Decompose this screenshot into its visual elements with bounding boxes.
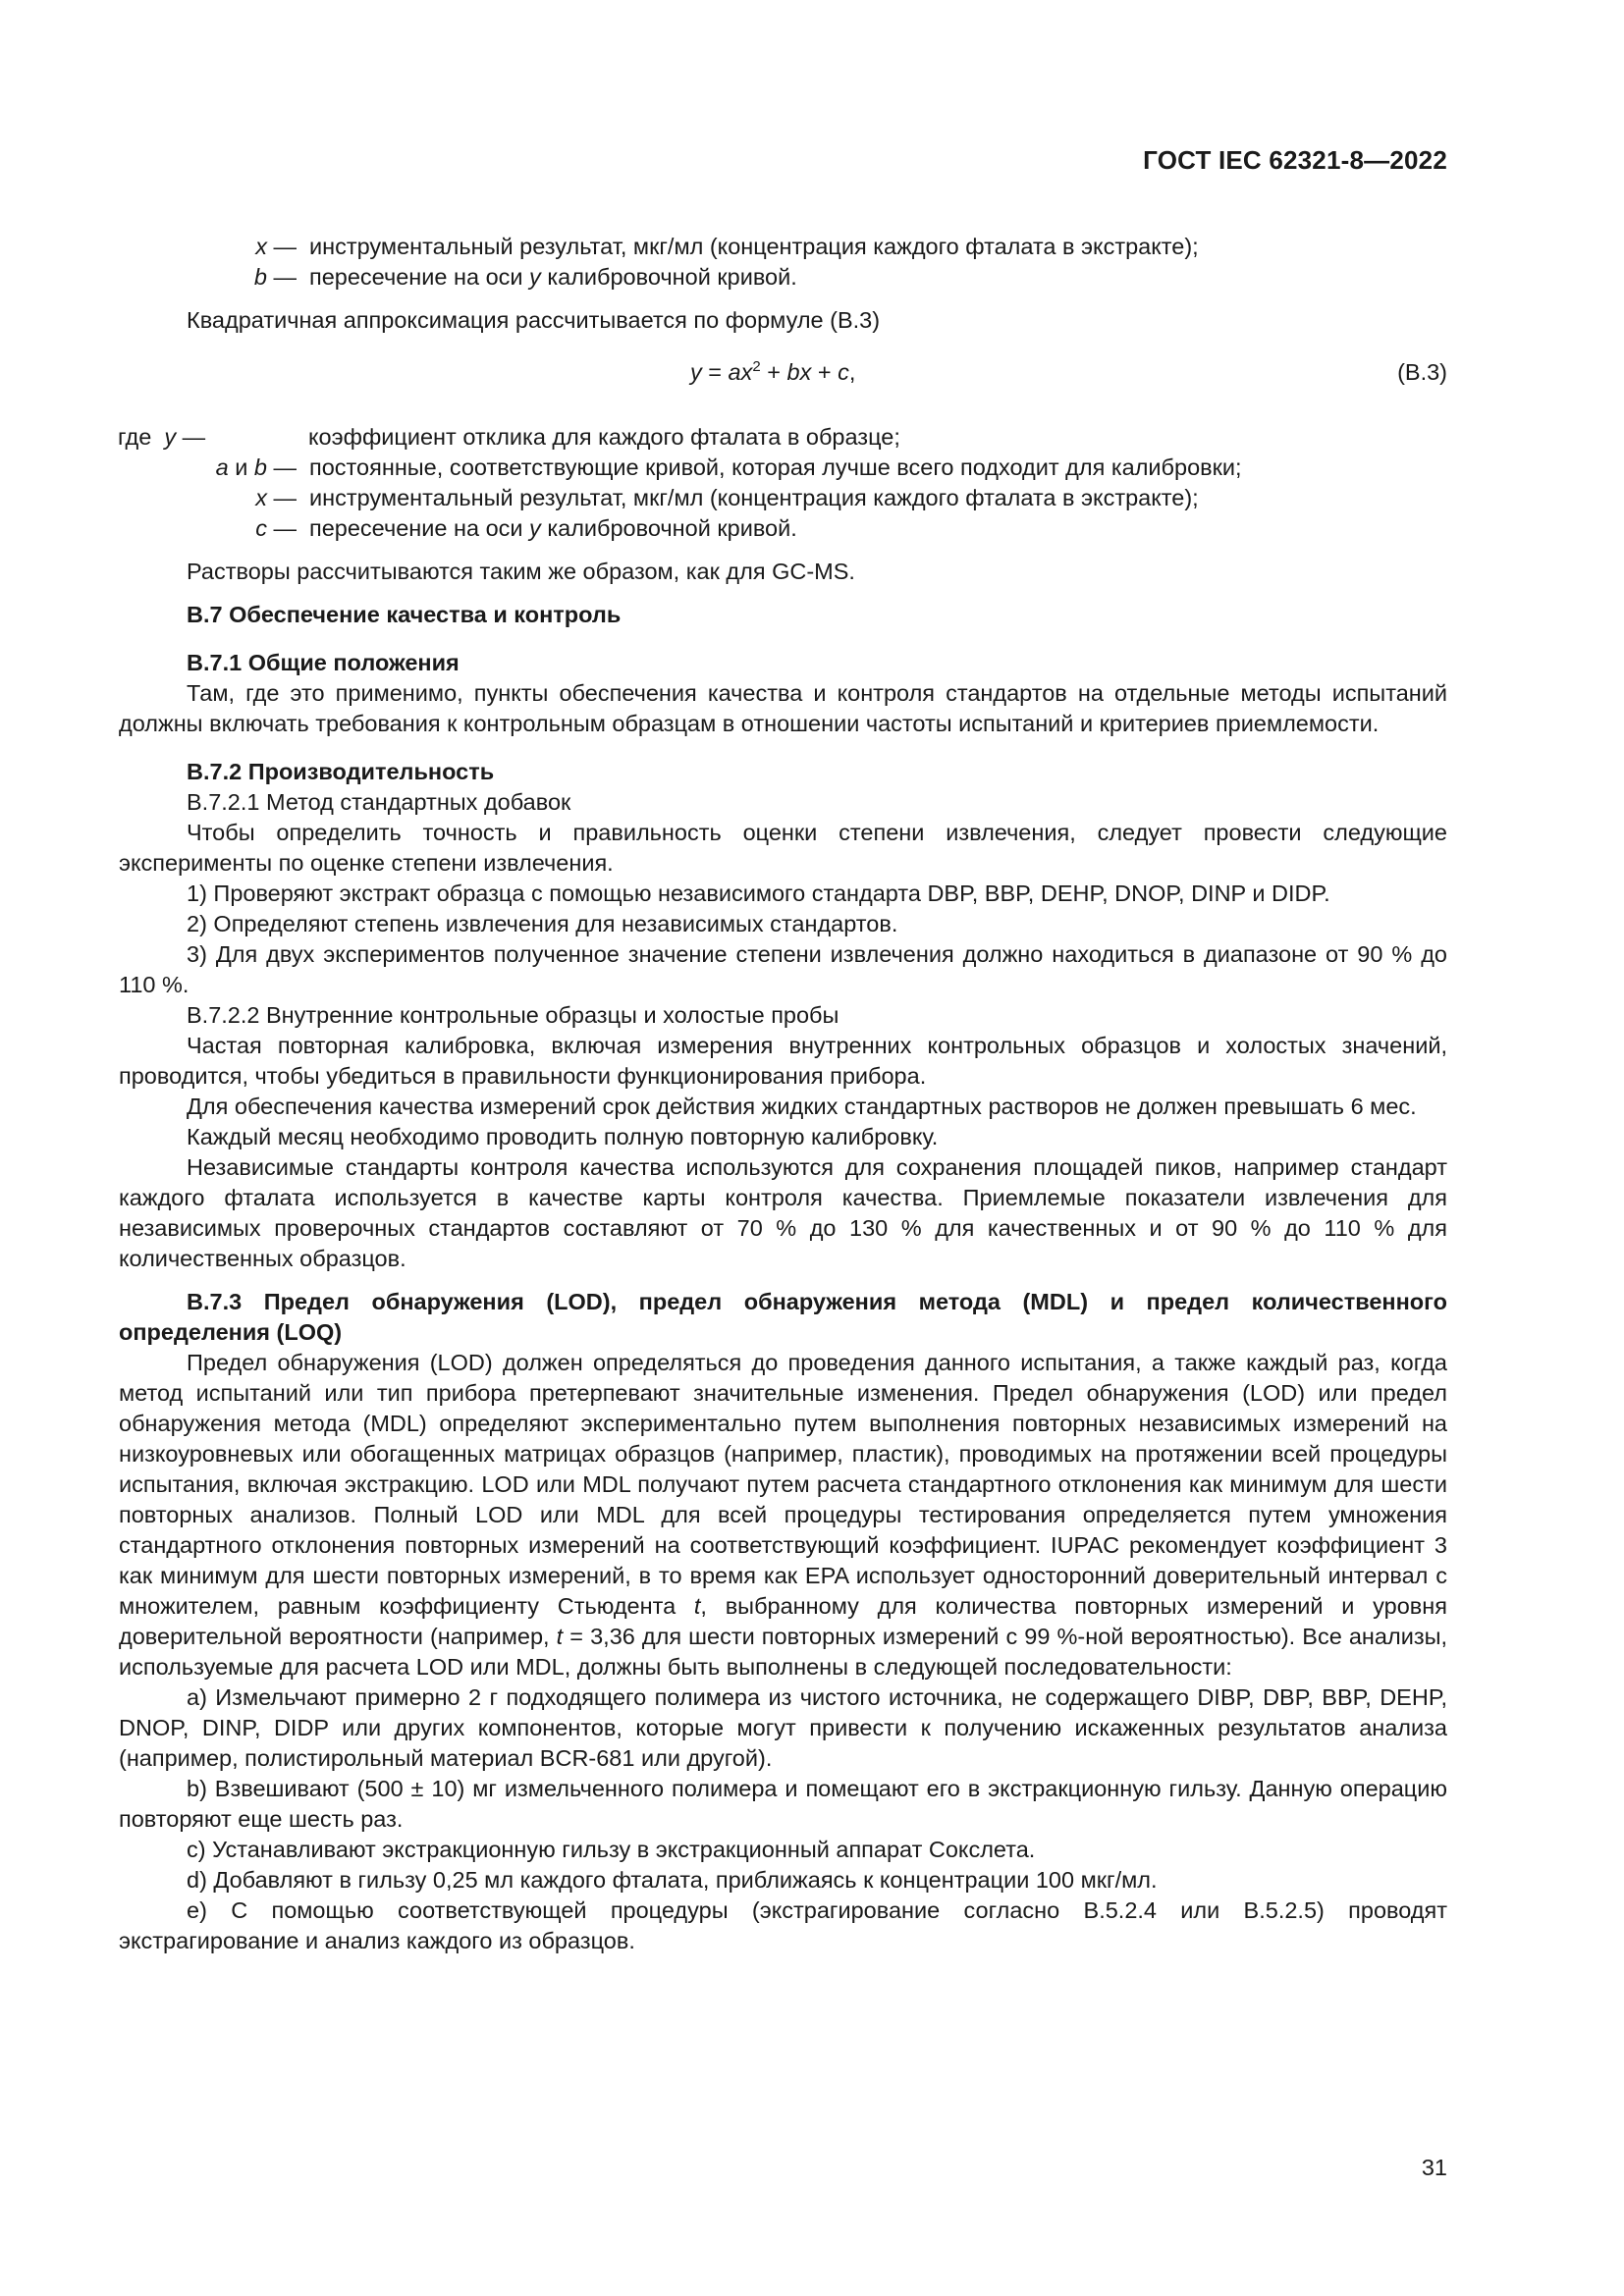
page-content (119, 232, 1447, 1956)
list-item: 2) Определяют степень извлечения для независимых стандартов. (187, 911, 898, 936)
definition-row (119, 232, 1447, 262)
paragraph: Каждый месяц необходимо проводить полную повторную калибровку. (187, 1124, 939, 1149)
list-item: a) Измельчают примерно 2 г подходящего полимера из чистого источника, не содержащего DIBP, DBP, BBP, DEHP, DNOP, DINP, DIDP или других компонентов, которые могут привести к получению искаженных результатов анализа (например, полистирольный материал BCR-681 или другой). (119, 1684, 1447, 1771)
paragraph: Предел обнаружения (LOD) должен определяться до проведения данного испытания, а также каждый раз, когда метод испытаний или тип прибора претерпевают значительные изменения. Предел обнаружения (LOD) или предел обнаружения метода (MDL) определяют экспериментально путем выполнения повторных независимых измерений на низкоуровневых или обогащенных матрицах образцов (например, пластик), проводимых на протяжении всей процедуры испытания, включая экстракцию. LOD или MDL получают путем расчета стандартного отклонения как минимум для шести повторных анализов. Полный LOD или MDL для всей процедуры тестирования определяется путем умножения стандартного отклонения повторных измерений на соответствующий коэффициент. IUPAC рекомендует коэффициент 3 как минимум для шести повторных измерений, в то время как EPA использует односторонний доверительный интервал с множителем, равным коэффициенту Стьюдента t, выбранному для количества повторных измерений и уровня доверительной вероятности (например, t = 3,36 для шести повторных измерений с 99 %-ной вероятностью). Все анализы, используемые для расчета LOD или MDL, должны быть выполнены в следующей последовательности: (119, 1350, 1448, 1680)
definition-row (119, 513, 1447, 544)
paragraph-solutions: Растворы рассчитываются таким же образом, как для GC-MS. (187, 559, 855, 584)
definition-symbol: x — (255, 234, 297, 259)
definition-text: постоянные, соответствующие кривой, которая лучше всего подходит для калибровки; (309, 454, 1242, 480)
formula-b3 (119, 357, 1447, 388)
subsection-heading-b721: B.7.2.1 Метод стандартных добавок (187, 789, 571, 815)
definition-text: пересечение на оси y калибровочной кривой. (309, 515, 797, 541)
formula-expression: $y = ax^2$ + bx + c, (690, 358, 856, 385)
section-heading-b71: B.7.1 Общие положения (187, 650, 460, 675)
definition-text: коэффициент отклика для каждого фталата в образце; (308, 424, 900, 450)
definition-row (119, 262, 1447, 293)
definition-text: инструментальный результат, мкг/мл (концентрация каждого фталата в экстракте); (309, 234, 1199, 259)
definition-symbol: где y — (118, 424, 206, 450)
definition-row (119, 483, 1447, 513)
document-code-header: ГОСТ IEC 62321-8—2022 (1143, 145, 1447, 175)
section-heading-b73: B.7.3 Предел обнаружения (LOD), предел обнаружения метода (MDL) и предел количественного определения (LOQ) (119, 1289, 1447, 1345)
section-heading-b72: B.7.2 Производительность (187, 759, 495, 784)
list-item: 3) Для двух экспериментов полученное значение степени извлечения должно находиться в диапазоне от 90 % до 110 %. (119, 941, 1447, 997)
definition-symbol: b — (253, 264, 297, 290)
formula-number: (B.3) (1397, 359, 1447, 385)
definition-text: пересечение на оси y калибровочной кривой. (309, 264, 797, 290)
paragraph: Частая повторная калибровка, включая измерения внутренних контрольных образцов и холостых значений, проводится, чтобы убедиться в правильности функционирования прибора. (119, 1033, 1447, 1089)
section-heading-b7: B.7 Обеспечение качества и контроль (187, 602, 622, 627)
subsection-heading-b722: B.7.2.2 Внутренние контрольные образцы и холостые пробы (187, 1002, 839, 1028)
paragraph: Для обеспечения качества измерений срок действия жидких стандартных растворов не должен превышать 6 мес. (187, 1094, 1417, 1119)
list-item: d) Добавляют в гильзу 0,25 мл каждого фталата, приближаясь к концентрации 100 мкг/мл. (187, 1867, 1158, 1893)
definition-symbol: a и b — (215, 454, 297, 480)
paragraph: Там, где это применимо, пункты обеспечения качества и контроля стандартов на отдельные методы испытаний должны включать требования к контрольным образцам в отношении частоты испытаний и критериев приемлемости. (119, 680, 1447, 736)
paragraph: Независимые стандарты контроля качества используются для сохранения площадей пиков, например стандарт каждого фталата используется в качестве карты контроля качества. Приемлемые показатели извлечения для независимых проверочных стандартов составляют от 70 % до 130 % для качественных и от 90 % до 110 % для количественных образцов. (119, 1154, 1447, 1271)
definition-row (119, 453, 1447, 483)
definition-symbol: c — (255, 515, 297, 541)
paragraph-quadratic: Квадратичная аппроксимация рассчитывается по формуле (B.3) (187, 307, 881, 333)
definition-symbol: x — (255, 485, 297, 510)
definition-row (118, 422, 1447, 453)
list-item: 1) Проверяют экстракт образца с помощью независимого стандарта DBP, BBP, DEHP, DNOP, DINP и DIDP. (187, 881, 1330, 906)
list-item: b) Взвешивают (500 ± 10) мг измельченного полимера и помещают его в экстракционную гильзу. Данную операцию повторяют еще шесть раз. (119, 1776, 1447, 1832)
page-number: 31 (1421, 2155, 1447, 2180)
paragraph: Чтобы определить точность и правильность оценки степени извлечения, следует провести следующие эксперименты по оценке степени извлечения. (119, 820, 1447, 876)
list-item: e) С помощью соответствующей процедуры (экстрагирование согласно B.5.2.4 или B.5.2.5) проводят экстрагирование и анализ каждого из образцов. (119, 1897, 1447, 1953)
list-item: c) Устанавливают экстракционную гильзу в экстракционный аппарат Сокслета. (187, 1837, 1036, 1862)
definition-text: инструментальный результат, мкг/мл (концентрация каждого фталата в экстракте); (309, 485, 1199, 510)
